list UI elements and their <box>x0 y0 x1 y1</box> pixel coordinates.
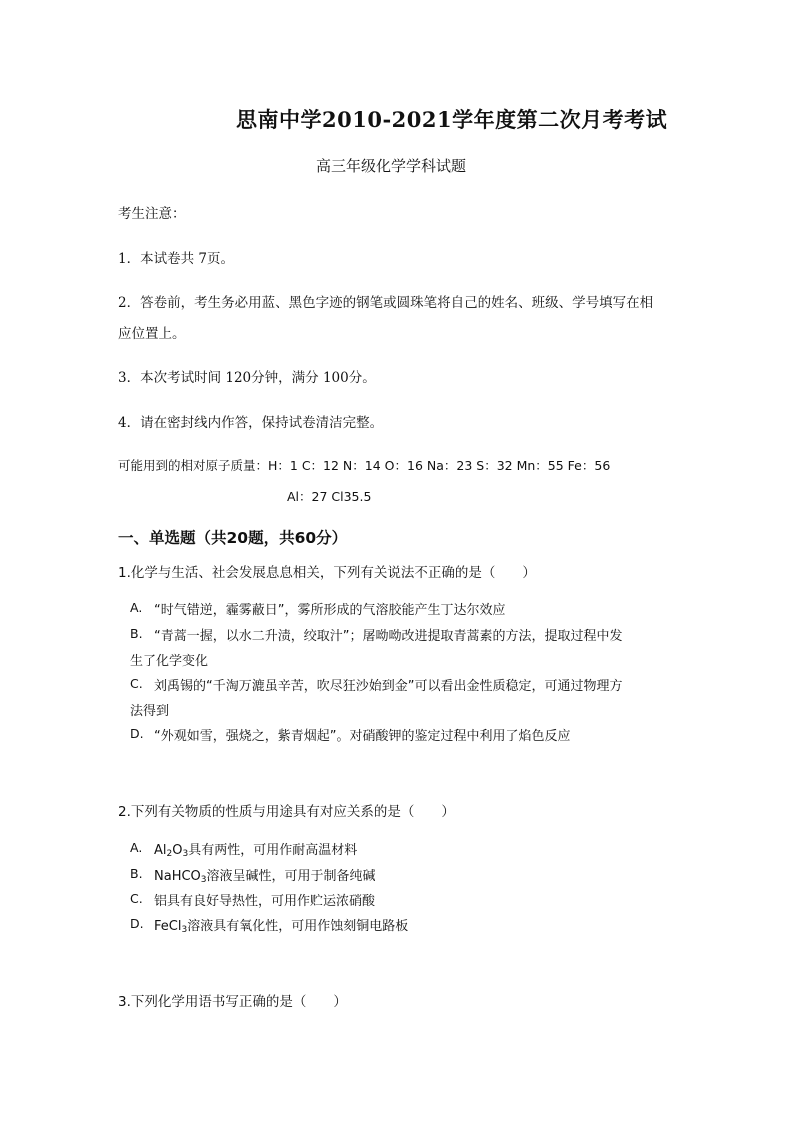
q2-option-d-letter: D. <box>130 916 144 931</box>
q2-option-c-text: 铝具有良好导热性，可用作贮运浓硝酸 <box>154 894 376 909</box>
note-item-1: 1．本试卷共 7页。 <box>118 251 234 267</box>
question-1-stem: 1.化学与生活、社会发展息息相关，下列有关说法不正确的是（ ） <box>118 565 536 581</box>
q2-option-d-text: FeCl$_3$溶液具有氧化性，可用作蚀刻铜电路板 <box>154 919 409 935</box>
q1-option-c-line-2: 法得到 <box>130 704 170 719</box>
section-title: 一、单选题（共20题，共60分） <box>118 529 348 547</box>
note-item-2-line-2: 应位置上。 <box>118 326 186 342</box>
q2-option-b-letter: B. <box>130 866 143 881</box>
note-item-2-line-1: 2．答卷前，考生务必用蓝、黑色字迹的钢笔或圆珠笔将自己的姓名、班级、学号填写在相 <box>118 295 654 311</box>
q2-option-a-text: $Al_2O_3$具有两性，可用作耐高温材料 <box>154 843 358 859</box>
q1-option-d-text: “外观如雪，强烧之，紫青烟起”。对硝酸钾的鉴定过程中利用了焰色反应 <box>154 729 571 744</box>
q1-option-c-letter: C. <box>130 676 143 691</box>
atomic-masses-line-2: Al：27 Cl35.5 <box>287 489 372 504</box>
question-3-stem: 3.下列化学用语书写正确的是（ ） <box>118 994 347 1010</box>
exam-title: 思南中学2010-2021学年度第二次月考考试 <box>236 107 668 132</box>
q2-option-a-letter: A. <box>130 840 143 855</box>
q2-option-b-text: NaHCO$_3$溶液呈碱性，可用于制备纯碱 <box>154 869 376 885</box>
q1-option-b-line-1: “青蒿一握，以水二升渍，绞取汁”；屠呦呦改进提取青蒿素的方法，提取过程中发 <box>154 629 623 644</box>
q2-option-c-letter: C. <box>130 891 143 906</box>
q1-option-a-text: “时气错逆，霾雾蔽日”，雾所形成的气溶胶能产生丁达尔效应 <box>154 603 506 618</box>
note-item-3: 3．本次考试时间 120分钟，满分 100分。 <box>118 370 376 386</box>
question-2-stem: 2.下列有关物质的性质与用途具有对应关系的是（ ） <box>118 804 455 820</box>
atomic-masses-line-1: 可能用到的相对原子质量：H：1 C：12 N：14 O：16 Na：23 S：32 Mn：55 Fe：56 <box>118 458 611 473</box>
notes-heading: 考生注意： <box>118 206 186 222</box>
q1-option-c-line-1: 刘禹锡的“千淘万漉虽辛苦，吹尽狂沙始到金”可以看出金性质稳定，可通过物理方 <box>154 679 623 694</box>
q1-option-b-line-2: 生了化学变化 <box>130 654 209 669</box>
exam-subtitle: 高三年级化学学科试题 <box>316 157 467 175</box>
q1-option-a-letter: A. <box>130 600 143 615</box>
q1-option-b-letter: B. <box>130 626 143 641</box>
note-item-4: 4．请在密封线内作答，保持试卷清洁完整。 <box>118 415 384 431</box>
q1-option-d-letter: D. <box>130 726 144 741</box>
